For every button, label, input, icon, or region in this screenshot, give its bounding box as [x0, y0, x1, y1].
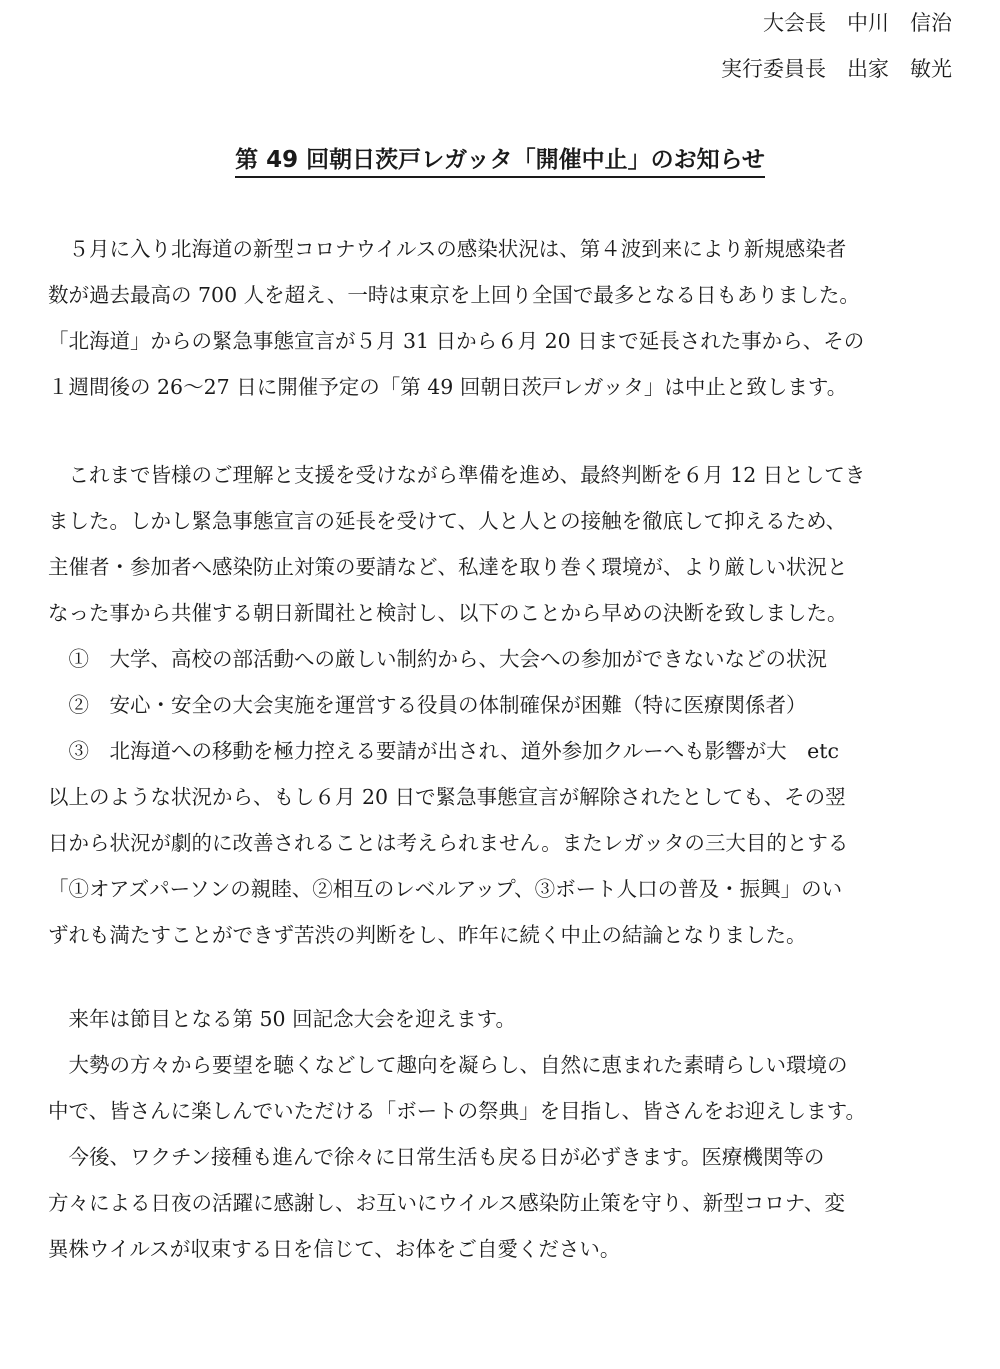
reason-item-3: ③ 北海道への移動を極力控える要請が出され、道外参加クルーへも影響が大 etc — [48, 739, 839, 763]
paragraph-line: 「①オアズパーソンの親睦、②相互のレベルアップ、③ボート人口の普及・振興」のい — [48, 877, 843, 901]
paragraph-line: 中で、皆さんに楽しんでいただける「ボートの祭典」を目指し、皆さんをお迎えします。 — [48, 1099, 866, 1123]
paragraph-line: 数が過去最高の 700 人を超え、一時は東京を上回り全国で最多となる日もありました。 — [48, 283, 860, 307]
signature-chairman: 大会長 中川 信治 — [763, 11, 952, 35]
paragraph-line: 大勢の方々から要望を聴くなどして趣向を凝らし、自然に恵まれた素晴らしい環境の — [48, 1053, 848, 1077]
paragraph-line: 方々による日夜の活躍に感謝し、お互いにウイルス感染防止策を守り、新型コロナ、変 — [48, 1191, 845, 1215]
signature-committee-chair: 実行委員長 出家 敏光 — [721, 57, 952, 81]
paragraph-line: 異株ウイルスが収束する日を信じて、お体をご自愛ください。 — [48, 1237, 621, 1261]
paragraph-cancellation-notice — [48, 226, 958, 410]
paragraph-next-year-message — [48, 996, 958, 1272]
reason-item-2: ② 安心・安全の大会実施を運営する役員の体制確保が困難（特に医療関係者） — [48, 693, 807, 717]
paragraph-line: これまで皆様のご理解と支援を受けながら準備を進め、最終判断を６月 12 日としてき — [48, 463, 866, 487]
paragraph-line: １週間後の 26〜27 日に開催予定の「第 49 回朝日茨戸レガッタ」は中止と致します。 — [48, 375, 848, 399]
page-title — [0, 144, 1000, 178]
paragraph-line: ずれも満たすことができず苦渋の判断をし、昨年に続く中止の結論となりました。 — [48, 923, 807, 947]
paragraph-line: ました。しかし緊急事態宣言の延長を受けて、人と人との接触を徹底して抑えるため、 — [48, 509, 847, 533]
paragraph-line: 日から状況が劇的に改善されることは考えられません。またレガッタの三大目的とする — [48, 831, 849, 855]
reason-item-1: ① 大学、高校の部活動への厳しい制約から、大会への参加ができないなどの状況 — [48, 647, 827, 671]
paragraph-line: 以上のような状況から、もし６月 20 日で緊急事態宣言が解除されたとしても、その翌 — [48, 785, 846, 809]
paragraph-line: 「北海道」からの緊急事態宣言が５月 31 日から６月 20 日まで延長された事から、その — [48, 329, 865, 353]
paragraph-line: なった事から共催する朝日新聞社と検討し、以下のことから早めの決断を致しました。 — [48, 601, 848, 625]
paragraph-line: 来年は節目となる第 50 回記念大会を迎えます。 — [48, 1007, 516, 1031]
title-text: 第 49 回朝日茨戸レガッタ「開催中止」のお知らせ — [235, 145, 765, 178]
paragraph-line: 今後、ワクチン接種も進んで徐々に日常生活も戻る日が必ずきます。医療機関等の — [48, 1145, 825, 1169]
paragraph-line: ５月に入り北海道の新型コロナウイルスの感染状況は、第４波到来により新規感染者 — [48, 237, 847, 261]
paragraph-decision-reasons — [48, 452, 958, 958]
paragraph-line: 主催者・参加者へ感染防止対策の要請など、私達を取り巻く環境が、より厳しい状況と — [48, 555, 848, 579]
